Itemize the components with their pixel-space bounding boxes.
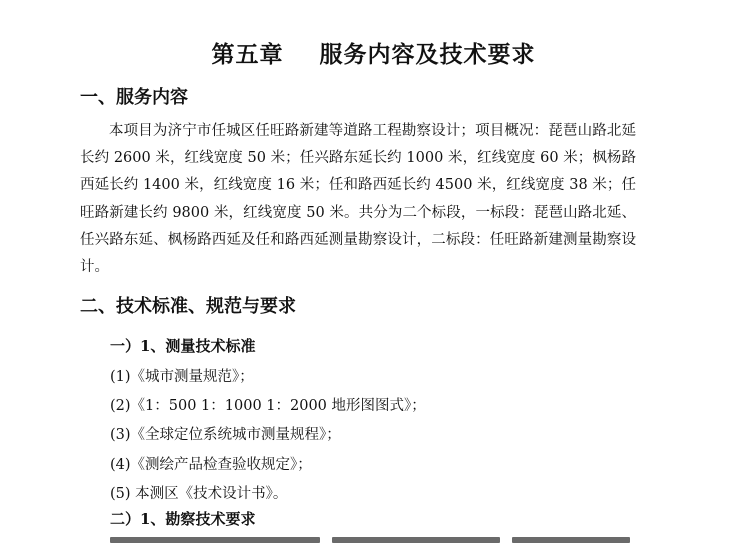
subsection-heading-investigation-requirements: 二）1、勘察技术要求 — [110, 510, 256, 528]
standard-list-item: (1)《城市测量规范》； — [110, 369, 254, 385]
standard-list-item: (2)《1：500 1：1000 1：2000 地形图图式》； — [110, 398, 426, 414]
standard-list-item: (3)《全球定位系统城市测量规程》； — [110, 427, 341, 443]
standard-list-item: (4)《测绘产品检查验收规定》； — [110, 457, 312, 473]
subsection-heading-survey-standards: 一）1、测量技术标准 — [110, 337, 256, 355]
section-heading-technical-standards: 二、技术标准、规范与要求 — [80, 296, 296, 317]
chapter-title: 第五章 服务内容及技术要求 — [211, 41, 536, 68]
section-heading-service-content: 一、服务内容 — [80, 87, 188, 108]
cut-off-text-line — [110, 532, 630, 543]
standard-list-item: (5) 本测区《技术设计书》。 — [110, 486, 288, 502]
project-overview-paragraph: 本项目为济宁市任城区任旺路新建等道路工程勘察设计；项目概况：琵琶山路北延长约 2600 米，红线宽度 50 米；任兴路东延长约 1000 米，红线宽度 60 米；枫杨路西延长约 1400 米，红线宽度 16 米；任和路西延长约 4500 米，红线宽度 38 米；任旺路新建长约 9800 米，红线宽度 50 米。共分为二个标段，一标段：琵琶山路北延、任兴路东延、枫杨路西延及任和路西延测量勘察设计，二标段：任旺路新建测量勘察设计。 — [80, 123, 636, 276]
